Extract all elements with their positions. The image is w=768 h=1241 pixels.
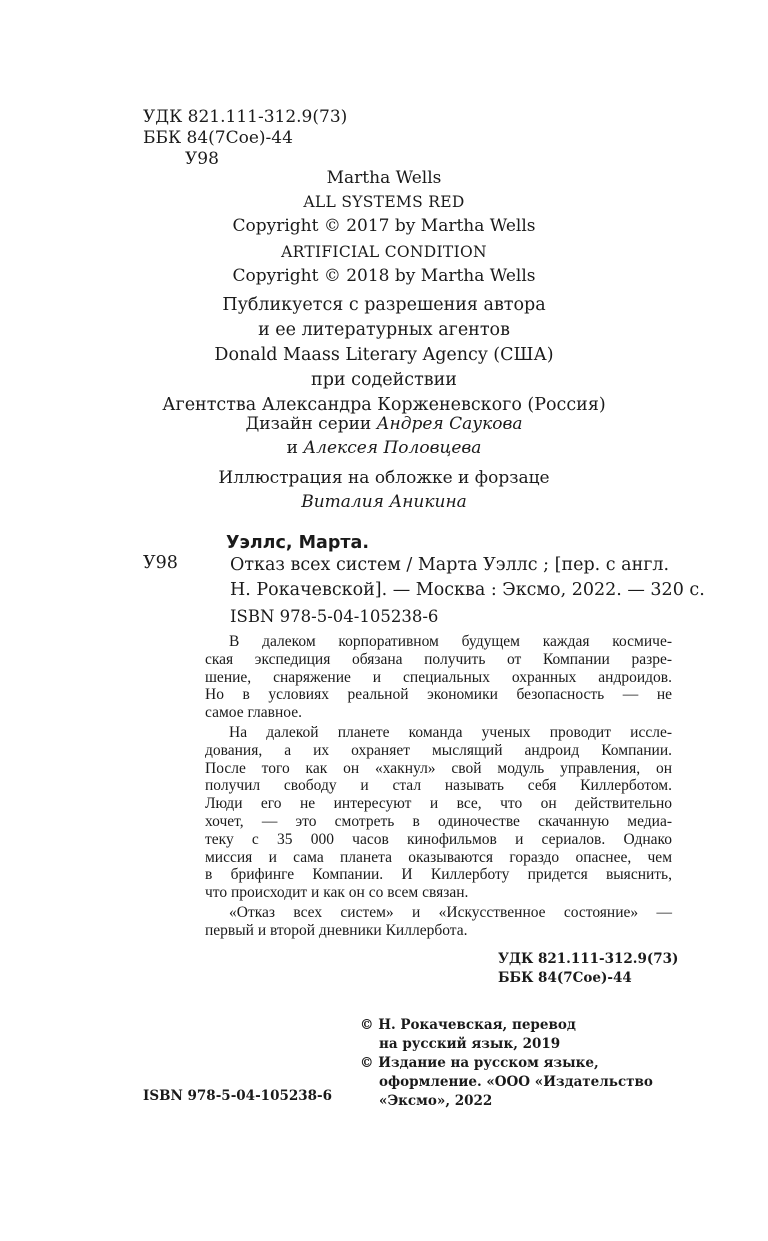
rights-line: Агентства Александра Корженевского (Россия) <box>162 395 606 415</box>
copyright-line: оформление. «ООО «Издательство <box>379 1074 653 1090</box>
annotation <box>205 633 672 942</box>
catalog-entry-author: Уэллс, Марта. <box>226 533 369 553</box>
catalog-entry-title-line: Отказ всех систем / Марта Уэллс ; [пер. с англ. <box>230 555 670 575</box>
book-copyright-1: Copyright © 2017 by Martha Wells <box>232 216 536 236</box>
designer-name-1: Андрея Саукова <box>376 414 523 434</box>
copyright-line: © Издание на русском языке, <box>360 1055 599 1071</box>
series-design-conj: и <box>286 438 304 458</box>
annotation-line: В далеком корпоративном будущем каждая космиче- <box>229 633 672 650</box>
copyright-line: на русский язык, 2019 <box>379 1036 561 1052</box>
annotation-line: На далекой планете команда ученых проводит иссле- <box>229 723 672 741</box>
annotation-line: получил свободу и стал называть себя Киллерботом. <box>205 777 672 795</box>
series-design-credit <box>0 412 768 460</box>
illustration-credit <box>0 466 768 514</box>
annotation-line: миссия и сама планета оказываются гораздо опаснее, чем <box>205 848 672 866</box>
annotation-line: Но в условиях реальной экономики безопасность — не <box>205 686 672 704</box>
annotation-line: «Отказ всех систем» и «Искусственное состояние» — <box>229 903 672 921</box>
annotation-line: теку с 35 000 часов кинофильмов и сериалов. Однако <box>205 830 672 848</box>
illustrator-name: Виталия Аникина <box>301 492 467 512</box>
bbk-code: ББК 84(7Сое)-44 <box>143 128 293 148</box>
annotation-line: шение, снаряжение и специальных охранных андроидов. <box>205 668 672 686</box>
catalog-entry-title <box>230 553 705 603</box>
designer-name-2: Алексея Половцева <box>303 438 482 458</box>
rights-notice <box>0 293 768 418</box>
book-copyright-2: Copyright © 2018 by Martha Wells <box>232 266 536 286</box>
rights-line: и ее литературных агентов <box>258 320 510 340</box>
second-book-block <box>0 240 768 288</box>
annotation-line: дования, а их охраняет мыслящий андроид Компании. <box>205 741 672 759</box>
isbn-bottom: ISBN 978-5-04-105238-6 <box>143 1088 333 1104</box>
catalog-entry-code: У98 <box>143 553 178 573</box>
series-design-prefix: Дизайн серии <box>245 414 377 434</box>
book-title-2: ARTIFICIAL CONDITION <box>281 243 487 261</box>
copyright-line: © Н. Рокачевская, перевод <box>360 1017 576 1033</box>
annotation-line: самое главное. <box>205 704 302 722</box>
annotation-paragraph <box>205 904 672 940</box>
rights-line: Donald Maass Literary Agency (США) <box>214 345 554 365</box>
annotation-line: что происходит и как он со всем связан. <box>205 884 469 902</box>
catalog-entry-isbn: ISBN 978-5-04-105238-6 <box>230 607 439 626</box>
annotation-paragraph <box>205 633 672 722</box>
annotation-line: ская экспедиция обязана получить от Компании разре- <box>205 650 672 668</box>
illustration-line: Иллюстрация на обложке и форзаце <box>218 468 550 488</box>
bbk-code: ББК 84(7Сое)-44 <box>498 970 632 986</box>
catalog-codes-top <box>143 107 347 170</box>
annotation-line: После того как он «хакнул» свой модуль управления, он <box>205 759 672 777</box>
annotation-line: первый и второй дневники Киллербота. <box>205 921 468 939</box>
rights-line: Публикуется с разрешения автора <box>222 295 546 315</box>
catalog-entry-title-line: Н. Рокачевской]. — Москва : Эксмо, 2022. — 320 с. <box>230 580 705 600</box>
annotation-line: в брифинге Компании. И Киллерботу придется выяснить, <box>205 866 672 884</box>
annotation-line: Люди его не интересуют и все, что он действительно <box>205 795 672 813</box>
original-author-block <box>0 166 768 238</box>
author-sign: У98 <box>185 149 219 169</box>
udk-code: УДК 821.111-312.9(73) <box>498 951 679 967</box>
book-title-1: ALL SYSTEMS RED <box>303 193 465 211</box>
copyright-line: «Эксмо», 2022 <box>379 1093 493 1109</box>
copyright-notices <box>360 1016 653 1111</box>
original-author: Martha Wells <box>326 168 442 188</box>
annotation-paragraph <box>205 724 672 902</box>
catalog-codes-bottom <box>498 950 678 988</box>
annotation-line: хочет, — это смотреть в одиночестве скачанную медиа- <box>205 812 672 830</box>
udk-code: УДК 821.111-312.9(73) <box>143 107 348 127</box>
rights-line: при содействии <box>311 370 457 390</box>
